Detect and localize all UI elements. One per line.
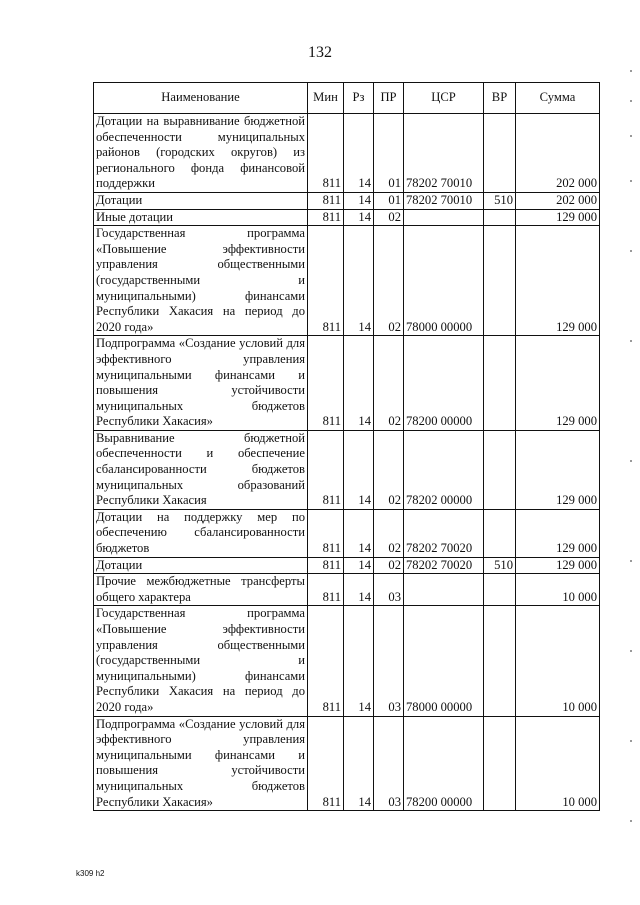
row-name: Выравнивание бюджетной обеспеченности и обеспечение сбалансированности бюджетов муниципальных образований Республики Хакасия [94, 430, 308, 509]
row-pr: 03 [374, 574, 404, 606]
row-min: 811 [308, 606, 344, 716]
scan-margin-marks [630, 40, 634, 870]
row-rz: 14 [344, 557, 374, 574]
row-rz: 14 [344, 336, 374, 431]
row-vr [484, 606, 516, 716]
row-pr: 02 [374, 336, 404, 431]
row-vr: 510 [484, 192, 516, 209]
row-sum: 129 000 [516, 226, 600, 336]
table-row [94, 574, 600, 606]
header-csr: ЦСР [404, 83, 484, 114]
row-sum: 10 000 [516, 574, 600, 606]
scan-dot [630, 340, 632, 342]
header-name: Наименование [94, 83, 308, 114]
row-vr [484, 509, 516, 557]
row-min: 811 [308, 209, 344, 226]
row-name: Прочие межбюджетные трансферты общего характера [94, 574, 308, 606]
row-csr: 78202 70010 [404, 192, 484, 209]
row-rz: 14 [344, 192, 374, 209]
header-vr: ВР [484, 83, 516, 114]
table-row [94, 192, 600, 209]
table-body [94, 114, 600, 811]
scan-dot [630, 135, 632, 137]
row-rz: 14 [344, 114, 374, 193]
row-min: 811 [308, 226, 344, 336]
row-rz: 14 [344, 209, 374, 226]
row-pr: 02 [374, 430, 404, 509]
scan-dot [630, 650, 632, 652]
row-name: Дотации [94, 557, 308, 574]
row-name: Подпрограмма «Создание условий для эффективного управления муниципальными финансами и повышения устойчивости муниципальных бюджетов Республики Хакасия» [94, 336, 308, 431]
row-sum: 10 000 [516, 606, 600, 716]
scan-dot [630, 100, 632, 102]
row-vr: 510 [484, 557, 516, 574]
row-pr: 01 [374, 192, 404, 209]
header-sum: Сумма [516, 83, 600, 114]
row-csr: 78202 70020 [404, 509, 484, 557]
header-rz: Рз [344, 83, 374, 114]
table-row [94, 226, 600, 336]
row-name: Государственная программа «Повышение эффективности управления общественными (государственными и муниципальными) финансами Республики Хакасия на период до 2020 года» [94, 226, 308, 336]
row-min: 811 [308, 509, 344, 557]
table-row [94, 209, 600, 226]
row-name: Дотации [94, 192, 308, 209]
table-row [94, 716, 600, 811]
row-rz: 14 [344, 574, 374, 606]
row-sum: 129 000 [516, 209, 600, 226]
row-min: 811 [308, 557, 344, 574]
row-sum: 10 000 [516, 716, 600, 811]
row-rz: 14 [344, 509, 374, 557]
row-vr [484, 716, 516, 811]
row-min: 811 [308, 574, 344, 606]
row-min: 811 [308, 716, 344, 811]
row-sum: 129 000 [516, 430, 600, 509]
row-vr [484, 430, 516, 509]
row-sum: 129 000 [516, 509, 600, 557]
row-csr [404, 574, 484, 606]
budget-table [93, 82, 600, 811]
row-csr: 78202 70020 [404, 557, 484, 574]
row-min: 811 [308, 114, 344, 193]
row-pr: 02 [374, 557, 404, 574]
table-header-row [94, 83, 600, 114]
row-min: 811 [308, 336, 344, 431]
scan-dot [630, 250, 632, 252]
row-vr [484, 209, 516, 226]
row-min: 811 [308, 430, 344, 509]
header-min: Мин [308, 83, 344, 114]
row-pr: 02 [374, 226, 404, 336]
row-name: Государственная программа «Повышение эффективности управления общественными (государственными и муниципальными) финансами Республики Хакасия на период до 2020 года» [94, 606, 308, 716]
row-sum: 202 000 [516, 192, 600, 209]
scan-dot [630, 560, 632, 562]
scan-dot [630, 460, 632, 462]
row-csr: 78202 70010 [404, 114, 484, 193]
row-vr [484, 114, 516, 193]
row-vr [484, 336, 516, 431]
table-row [94, 557, 600, 574]
row-rz: 14 [344, 226, 374, 336]
row-sum: 129 000 [516, 557, 600, 574]
row-name: Дотации на поддержку мер по обеспечению сбалансированности бюджетов [94, 509, 308, 557]
row-name: Иные дотации [94, 209, 308, 226]
row-pr: 02 [374, 509, 404, 557]
table-row [94, 509, 600, 557]
row-csr [404, 209, 484, 226]
row-sum: 129 000 [516, 336, 600, 431]
row-min: 811 [308, 192, 344, 209]
row-name: Подпрограмма «Создание условий для эффективного управления муниципальными финансами и повышения устойчивости муниципальных бюджетов Республики Хакасия» [94, 716, 308, 811]
row-pr: 03 [374, 606, 404, 716]
row-vr [484, 574, 516, 606]
row-csr: 78200 00000 [404, 716, 484, 811]
page-number: 132 [308, 44, 332, 61]
table-row [94, 606, 600, 716]
row-name: Дотации на выравнивание бюджетной обеспеченности муниципальных районов (городских округов) из регионального фонда финансовой поддержки [94, 114, 308, 193]
header-pr: ПР [374, 83, 404, 114]
row-csr: 78000 00000 [404, 226, 484, 336]
table-row [94, 430, 600, 509]
row-rz: 14 [344, 430, 374, 509]
row-csr: 78000 00000 [404, 606, 484, 716]
row-csr: 78200 00000 [404, 336, 484, 431]
row-rz: 14 [344, 606, 374, 716]
row-pr: 02 [374, 209, 404, 226]
row-sum: 202 000 [516, 114, 600, 193]
row-vr [484, 226, 516, 336]
scan-dot [630, 70, 632, 72]
table-row [94, 114, 600, 193]
row-csr: 78202 00000 [404, 430, 484, 509]
scan-dot [630, 740, 632, 742]
row-rz: 14 [344, 716, 374, 811]
scan-dot [630, 180, 632, 182]
table-row [94, 336, 600, 431]
scan-dot [630, 820, 632, 822]
row-pr: 03 [374, 716, 404, 811]
footer-code: k309 h2 [76, 869, 105, 878]
row-pr: 01 [374, 114, 404, 193]
